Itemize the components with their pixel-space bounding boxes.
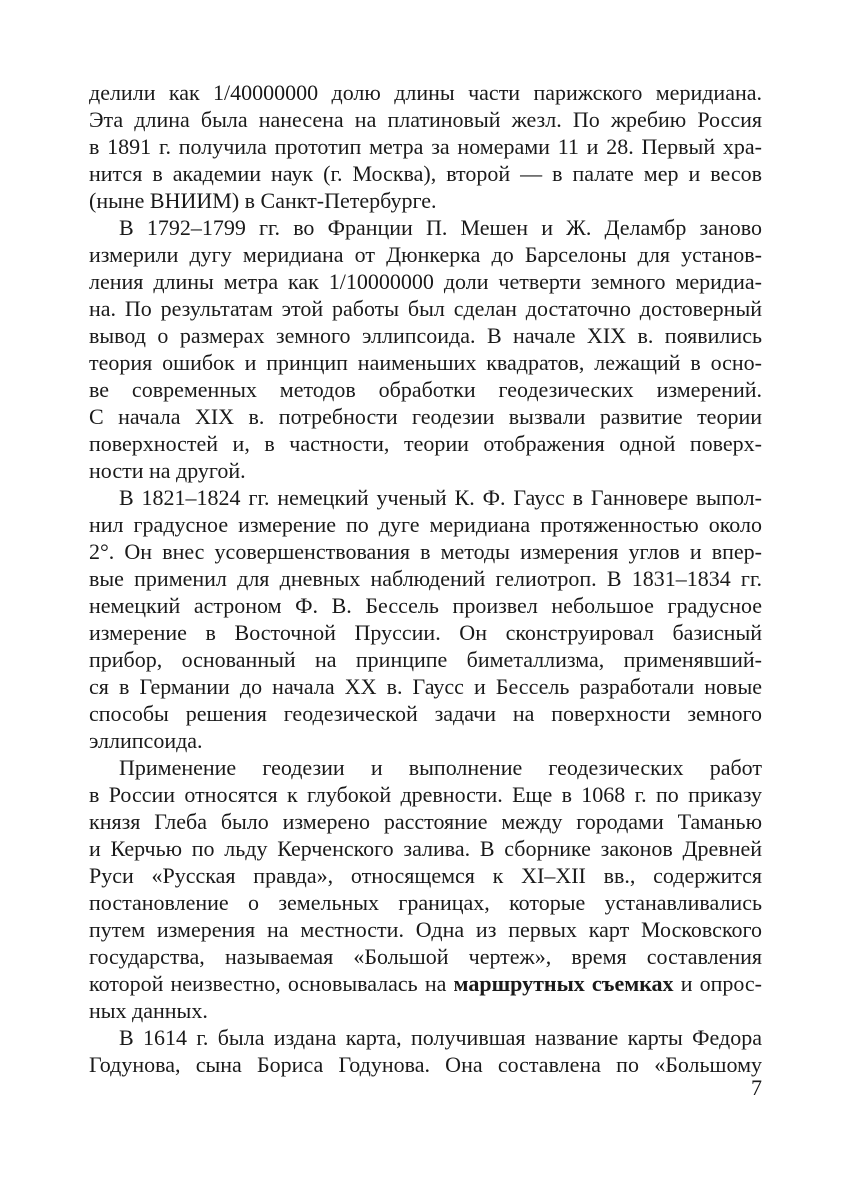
paragraph-1 [89, 79, 762, 214]
text-line: вые применил для дневных наблюдений гелиотроп. В 1831–1834 гг. [89, 566, 762, 591]
text-fragment: и опрос- [680, 971, 762, 996]
text-line: ве современных методов обработки геодезических измерений. [89, 377, 762, 402]
text-line: на. По результатам этой работы был сделан достаточно достоверный [89, 296, 762, 321]
paragraph-3 [89, 484, 762, 754]
text-line: прибор, основанный на принципе биметаллизма, применявший- [89, 647, 762, 672]
text-line: Руси «Русская правда», относящемся к XI–XII вв., содержится [89, 863, 762, 888]
text-line: теория ошибок и принцип наименьших квадратов, лежащий в осно- [89, 350, 762, 375]
text-line: ся в Германии до начала XX в. Гаусс и Бессель разработали новые [89, 674, 762, 699]
text-line: В 1614 г. была издана карта, получившая название карты Федора [119, 1025, 762, 1050]
text-line-with-bold [89, 970, 762, 997]
text-line: поверхностей и, в частности, теории отображения одной поверх- [89, 431, 762, 456]
paragraph-5 [89, 1024, 762, 1078]
text-fragment: которой неизвестно, основывалась на [89, 971, 447, 996]
text-line: нил градусное измерение по дуге меридиана протяженностью около [89, 512, 762, 537]
text-line: вывод о размерах земного эллипсоида. В начале XIX в. появились [89, 323, 762, 348]
paragraph-4 [89, 754, 762, 1024]
text-line: С начала XIX в. потребности геодезии вызвали развитие теории [89, 404, 762, 429]
text-line: постановление о земельных границах, которые устанавливались [89, 890, 762, 915]
paragraph-2 [89, 214, 762, 484]
text-line: Эта длина была нанесена на платиновый жезл. По жребию Россия [89, 107, 762, 132]
text-line: ных данных. [89, 998, 208, 1023]
text-line: способы решения геодезической задачи на поверхности земного [89, 701, 762, 726]
text-line: государства, называемая «Большой чертеж», время составления [89, 944, 762, 969]
page-number: 7 [751, 1075, 762, 1100]
text-line: князя Глеба было измерено расстояние между городами Таманью [89, 809, 762, 834]
text-line: измерение в Восточной Пруссии. Он сконструировал базисный [89, 620, 762, 645]
text-line: в 1891 г. получила прототип метра за номерами 11 и 28. Первый хра- [89, 134, 762, 159]
text-line: измерили дугу меридиана от Дюнкерка до Барселоны для установ- [89, 242, 762, 267]
text-line: нится в академии наук (г. Москва), второй — в палате мер и весов [89, 161, 762, 186]
text-line: и Керчью по льду Керченского залива. В сборнике законов Древней [89, 836, 762, 861]
text-line: Применение геодезии и выполнение геодезических работ [119, 755, 762, 780]
text-line: (ныне ВНИИМ) в Санкт-Петербурге. [89, 188, 437, 213]
text-line: В 1792–1799 гг. во Франции П. Мешен и Ж. Деламбр заново [119, 215, 762, 240]
text-line: 2°. Он внес усовершенствования в методы измерения углов и впер- [89, 539, 762, 564]
text-line: путем измерения на местности. Одна из первых карт Московского [89, 917, 762, 942]
text-line: В 1821–1824 гг. немецкий ученый К. Ф. Гаусс в Ганновере выпол- [119, 485, 762, 510]
text-line: эллипсоида. [89, 728, 203, 753]
text-line: ности на другой. [89, 458, 246, 483]
text-line: ления длины метра как 1/10000000 доли четверти земного меридиа- [89, 269, 762, 294]
text-line: в России относятся к глубокой древности. Еще в 1068 г. по приказу [89, 782, 762, 807]
page-text [89, 79, 762, 1078]
bold-term: маршрутных съемках [453, 971, 674, 996]
text-line: делили как 1/40000000 долю длины части парижского меридиана. [89, 80, 762, 105]
text-line: Годунова, сына Бориса Годунова. Она составлена по «Большому [89, 1052, 762, 1077]
text-line: немецкий астроном Ф. В. Бессель произвел небольшое градусное [89, 593, 762, 618]
